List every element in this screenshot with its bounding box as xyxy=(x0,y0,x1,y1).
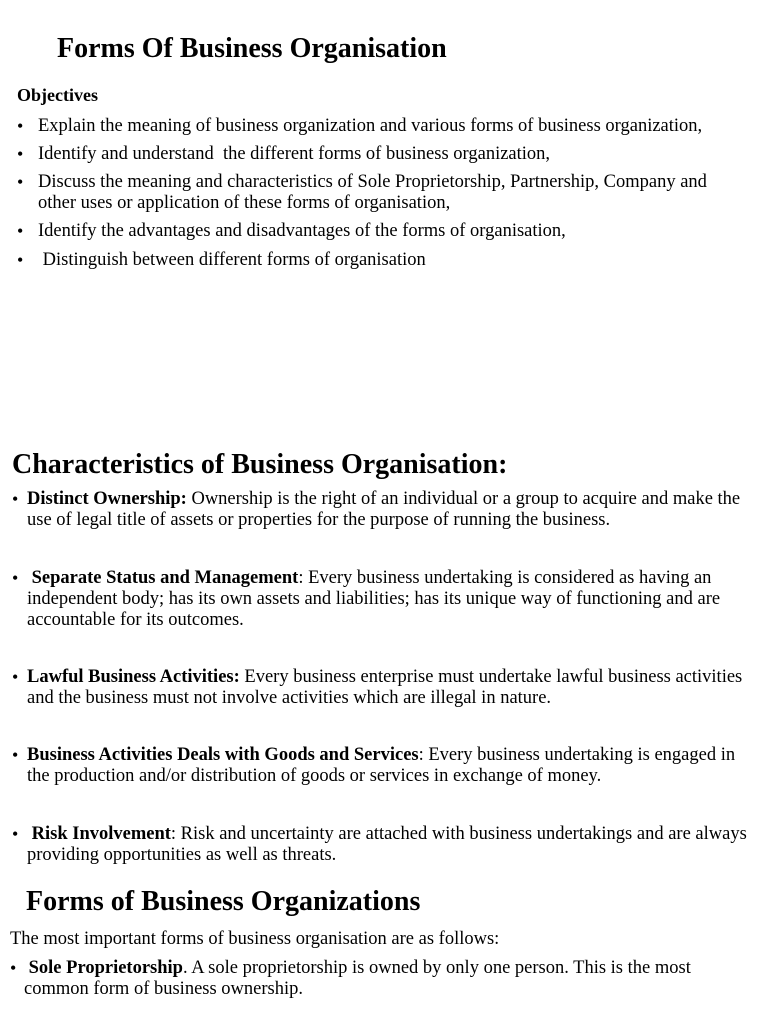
form-text xyxy=(24,958,744,1000)
objective-text-continued: other uses or application of these forms of organisation, xyxy=(38,193,451,213)
objective-text: Explain the meaning of business organization and various forms of business organization, xyxy=(38,116,703,136)
bullet-icon: • xyxy=(12,667,19,687)
bullet-icon: • xyxy=(17,250,24,270)
characteristic-description: : Risk and uncertainty are attached with business undertakings and are always providing opportunities as well as threats. xyxy=(27,824,752,865)
objectives-heading: Objectives xyxy=(17,85,98,105)
characteristic-term: Separate Status and Management xyxy=(27,568,299,588)
characteristic-text xyxy=(27,489,762,531)
objective-text: Identify the advantages and disadvantages of the forms of organisation, xyxy=(38,221,566,241)
bullet-icon: • xyxy=(12,745,19,765)
bullet-icon: • xyxy=(17,144,24,164)
characteristic-term: Distinct Ownership: xyxy=(27,489,187,509)
page-title: Forms Of Business Organisation xyxy=(57,33,447,64)
characteristic-text xyxy=(27,824,762,866)
bullet-icon: • xyxy=(17,116,24,136)
characteristic-text xyxy=(27,568,762,631)
objective-text: Identify and understand the different forms of business organization, xyxy=(38,144,551,164)
bullet-icon: • xyxy=(17,221,24,241)
form-description: . A sole proprietorship is owned by only one person. This is the most common form of business ownership. xyxy=(24,958,696,999)
bullet-icon: • xyxy=(10,958,17,978)
bullet-icon: • xyxy=(17,172,24,192)
characteristic-term: Lawful Business Activities: xyxy=(27,667,240,687)
bullet-icon: • xyxy=(12,824,19,844)
characteristic-term: Risk Involvement xyxy=(27,824,171,844)
objective-text: Discuss the meaning and characteristics of Sole Proprietorship, Partnership, Company and xyxy=(38,172,707,192)
bullet-icon: • xyxy=(12,568,19,588)
characteristic-text xyxy=(27,745,762,787)
characteristic-description: : Every business undertaking is engaged in the production and/or distribution of goods or services in exchange of money. xyxy=(27,745,740,786)
section-heading-characteristics: Characteristics of Business Organisation: xyxy=(12,449,508,480)
characteristic-description: Every business enterprise must undertake lawful business activities and the business must not involve activities which are illegal in nature. xyxy=(27,667,747,708)
characteristic-text xyxy=(27,667,762,709)
objective-text: Distinguish between different forms of organisation xyxy=(38,250,426,270)
bullet-icon: • xyxy=(12,489,19,509)
form-term: Sole Proprietorship xyxy=(24,958,183,978)
section-heading-forms: Forms of Business Organizations xyxy=(26,886,421,917)
characteristic-term: Business Activities Deals with Goods and Services xyxy=(27,745,419,765)
forms-intro-text: The most important forms of business organisation are as follows: xyxy=(10,929,500,949)
characteristic-description: Ownership is the right of an individual or a group to acquire and make the use of legal title of assets or properties for the purpose of running the business. xyxy=(27,489,745,530)
characteristic-description: : Every business undertaking is considered as having an independent body; has its own assets and liabilities; has its unique way of functioning and are accountable for its outcomes. xyxy=(27,568,725,630)
